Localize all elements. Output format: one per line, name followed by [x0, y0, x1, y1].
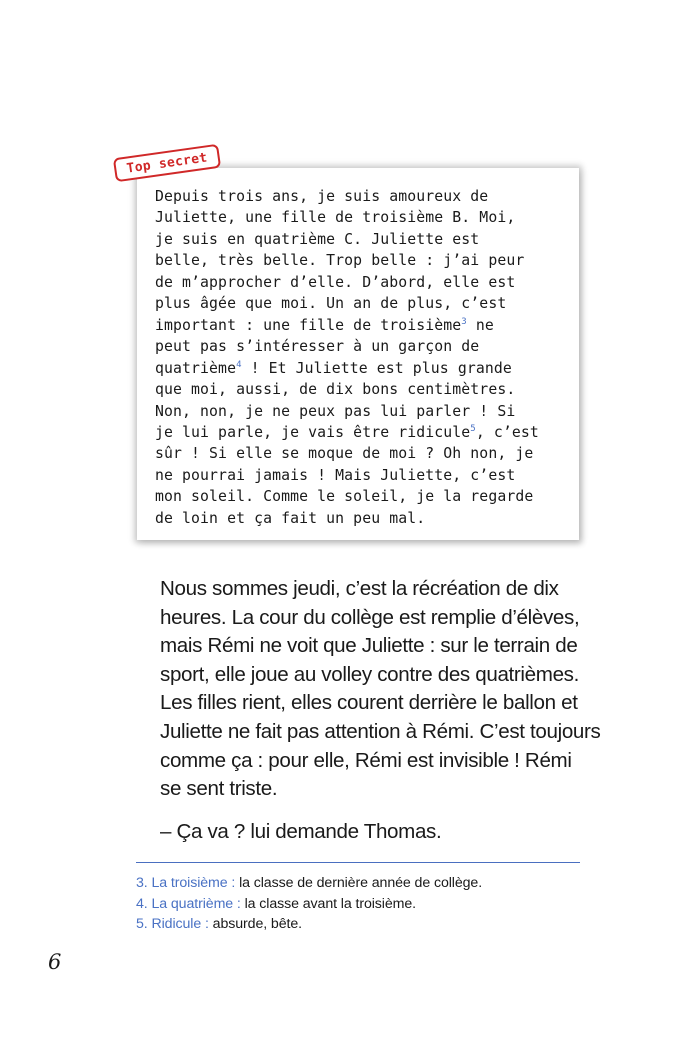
footnote-ref-4[interactable]: 4 [236, 359, 242, 370]
footnote-divider [136, 862, 580, 863]
footnote-term: 3. La troisième : [136, 875, 236, 891]
footnote-definition: la classe de dernière année de collège. [235, 875, 483, 891]
narrative-text [136, 575, 601, 846]
secret-line: que moi, aussi, de dix bons centimètres. [155, 381, 516, 399]
secret-line-text: quatrième [155, 359, 237, 377]
page-number: 6 [48, 950, 62, 974]
secret-line-text: , c’est [475, 423, 539, 441]
narrative-line: Juliette ne fait pas attention à Rémi. C’est toujours [160, 719, 601, 743]
narrative-line: Nous sommes jeudi, c’est la récréation de dix [160, 577, 559, 600]
secret-line [155, 422, 575, 443]
secret-line: plus âgée que moi. Un an de plus, c’est [155, 295, 507, 313]
secret-line: Juliette, une fille de troisième B. Moi, [155, 209, 516, 227]
secret-line [155, 315, 575, 336]
secret-line: je suis en quatrième C. Juliette est [155, 230, 480, 248]
secret-line-text: ! Et Juliette est plus grande [241, 359, 512, 377]
secret-line: de m’approcher d’elle. D’abord, elle est [155, 273, 516, 291]
footnote-term: 4. La quatrième : [136, 895, 241, 912]
secret-line: belle, très belle. Trop belle : j’ai peur [155, 252, 525, 270]
secret-line-text: je lui parle, je vais être ridicule [155, 423, 471, 441]
footnote-4 [136, 894, 580, 915]
secret-line: peut pas s’intéresser à un garçon de [155, 338, 480, 356]
secret-line: ne pourrai jamais ! Mais Juliette, c’est [155, 466, 516, 484]
footnote-definition: la classe avant la troisième. [240, 895, 416, 912]
narrative-line: se sent triste. [160, 777, 278, 801]
footnote-ref-5[interactable]: 5 [470, 424, 476, 435]
footnote-ref-3[interactable]: 3 [461, 316, 467, 327]
narrative-line: mais Rémi ne voit que Juliette : sur le terrain de [160, 634, 578, 658]
narrative-line: heures. La cour du collège est remplie d’élèves, [160, 605, 580, 629]
footnote-3 [136, 873, 580, 894]
footnote-5 [136, 914, 580, 935]
narrative-line: Les filles rient, elles courent derrière le ballon et [160, 691, 578, 715]
dialogue-line: – Ça va ? lui demande Thomas. [160, 819, 442, 843]
secret-diary-text [155, 186, 575, 529]
narrative-line: comme ça : pour elle, Rémi est invisible ! Rémi [160, 748, 572, 772]
stamp-label: Top secret [125, 149, 209, 177]
footnote-term: 5. Ridicule : [136, 916, 209, 932]
footnotes [136, 873, 580, 935]
secret-line-text: ne [466, 316, 494, 334]
secret-line: Non, non, je ne peux pas lui parler ! Si [155, 402, 516, 420]
narrative-line: sport, elle joue au volley contre des quatrièmes. [160, 662, 579, 686]
secret-line: sûr ! Si elle se moque de moi ? Oh non, je [155, 445, 534, 463]
footnote-definition: absurde, bête. [208, 916, 302, 932]
secret-line-text: important : une fille de troisième [155, 316, 462, 334]
narrative-paragraph [136, 575, 601, 804]
secret-line: mon soleil. Comme le soleil, je la regarde [155, 488, 534, 506]
secret-line: de loin et ça fait un peu mal. [155, 509, 426, 527]
secret-line [155, 358, 575, 379]
secret-line: Depuis trois ans, je suis amoureux de [155, 188, 489, 205]
